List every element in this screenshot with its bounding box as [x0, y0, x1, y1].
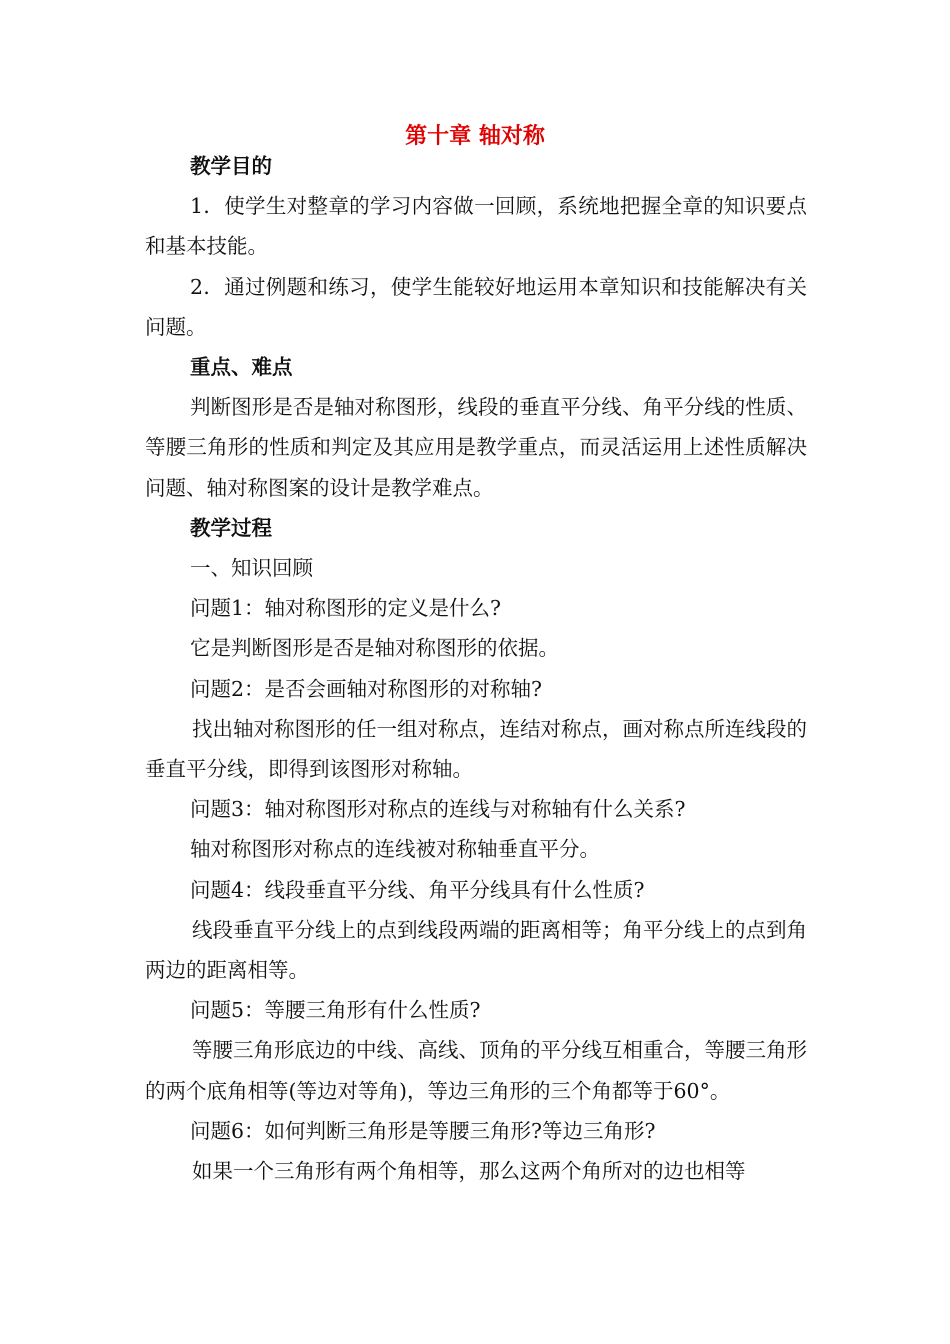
question-4: 问题4：线段垂直平分线、角平分线具有什么性质?	[190, 877, 645, 902]
question-2: 问题2：是否会画轴对称图形的对称轴?	[190, 676, 543, 701]
question-3: 问题3：轴对称图形对称点的连线与对称轴有什么关系?	[190, 797, 686, 822]
document-body	[145, 146, 807, 1191]
review-heading: 一、知识回顾	[190, 556, 313, 581]
answer-5: 等腰三角形底边的中线、高线、顶角的平分线互相重合，等腰三角形的两个底角相等(等边对等角)，等边三角形的三个角都等于60°。	[145, 1038, 807, 1103]
answer-1: 它是判断图形是否是轴对称图形的依据。	[190, 636, 559, 661]
answer-2: 找出轴对称图形的任一组对称点，连结对称点，画对称点所连线段的垂直平分线，即得到该图形对称轴。	[145, 716, 807, 782]
objective-1: 1．使学生对整章的学习内容做一回顾，系统地把握全章的知识要点和基本技能。	[145, 194, 807, 259]
answer-6: 如果一个三角形有两个角相等，那么这两个角所对的边也相等	[192, 1159, 746, 1184]
chapter-title: 第十章 轴对称	[405, 124, 545, 149]
answer-4: 线段垂直平分线上的点到线段两端的距离相等；角平分线上的点到角两边的距离相等。	[145, 917, 807, 983]
keypoints-text: 判断图形是否是轴对称图形，线段的垂直平分线、角平分线的性质、等腰三角形的性质和判定及其应用是教学重点，而灵活运用上述性质解决问题、轴对称图案的设计是教学难点。	[145, 395, 807, 500]
process-heading: 教学过程	[190, 515, 272, 540]
question-6: 问题6：如何判断三角形是等腰三角形?等边三角形?	[190, 1118, 656, 1143]
question-1: 问题1：轴对称图形的定义是什么?	[190, 596, 502, 621]
objectives-heading: 教学目的	[190, 154, 272, 178]
question-5: 问题5：等腰三角形有什么性质?	[190, 998, 481, 1023]
objective-2: 2．通过例题和练习，使学生能较好地运用本章知识和技能解决有关问题。	[145, 274, 807, 339]
answer-3: 轴对称图形对称点的连线被对称轴垂直平分。	[190, 837, 600, 862]
keypoints-heading: 重点、难点	[190, 355, 293, 380]
